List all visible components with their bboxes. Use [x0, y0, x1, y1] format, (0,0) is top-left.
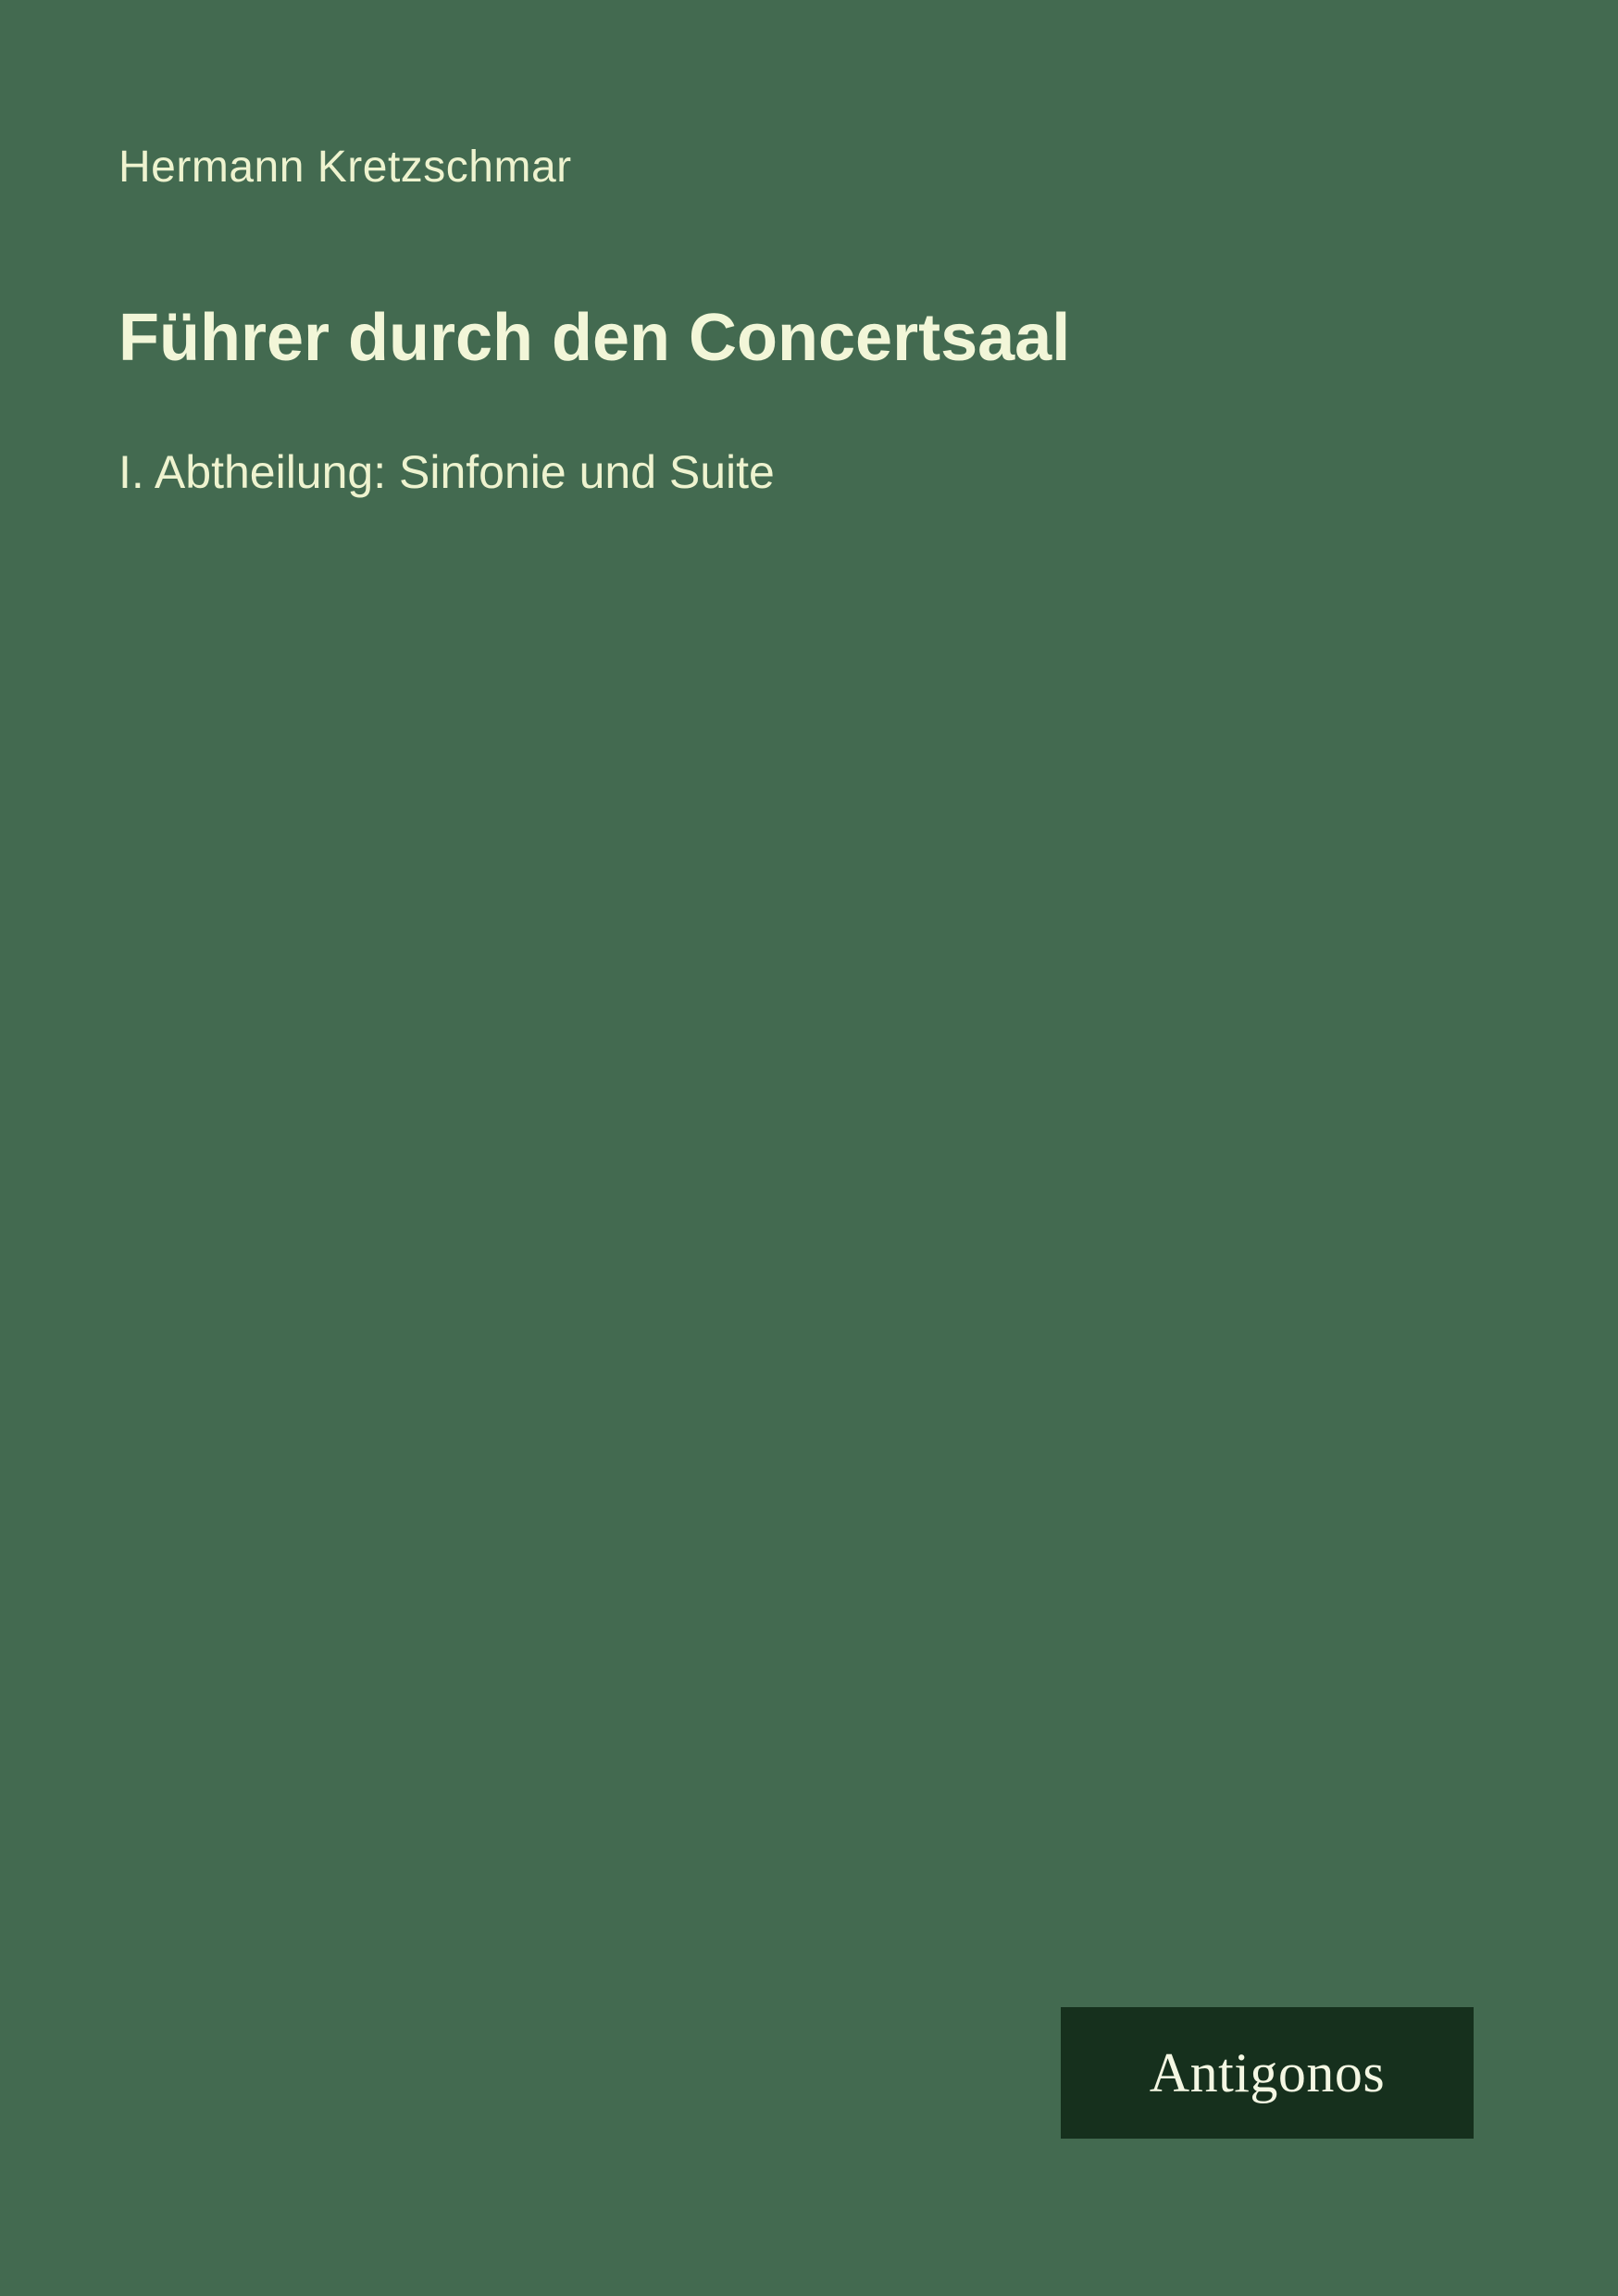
cover-text-block: [118, 139, 1414, 501]
book-title: Führer durch den Concertsaal: [118, 301, 1071, 376]
author-name: Hermann Kretzschmar: [118, 143, 572, 192]
book-subtitle: I. Abtheilung: Sinfonie und Suite: [118, 445, 775, 498]
publisher-badge: [1061, 2007, 1474, 2139]
publisher-name: Antigonos: [1149, 2041, 1386, 2103]
